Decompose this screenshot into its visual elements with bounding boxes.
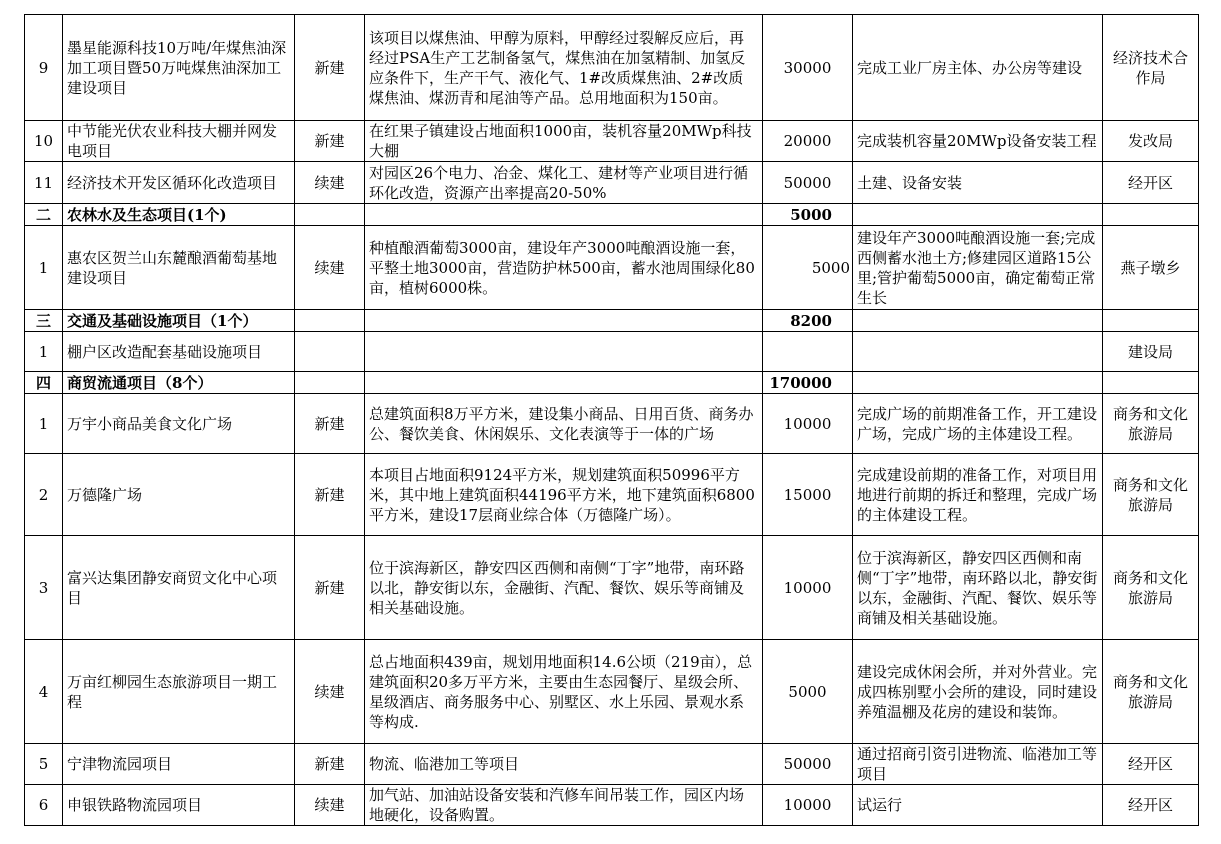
construction-type: 新建 [295, 536, 365, 640]
section-number: 二 [25, 204, 63, 226]
project-content: 本项目占地面积9124平方米，规划建筑面积50996平方米，其中地上建筑面积44196平方米，地下建筑面积6800平方米，建设17层商业综合体（万德隆广场）。 [365, 454, 763, 536]
empty-cell [853, 372, 1103, 394]
project-content: 总建筑面积8万平方米，建设集小商品、日用百货、商务办公、餐饮美食、休闲娱乐、文化表演等于一体的广场 [365, 394, 763, 454]
empty-cell [365, 204, 763, 226]
annual-goal: 建设完成休闲会所，并对外营业。完成四栋别墅小会所的建设，同时建设养殖温棚及花房的建设和装饰。 [853, 640, 1103, 744]
responsible-dept: 经开区 [1103, 744, 1199, 785]
annual-goal: 建设年产3000吨酿酒设施一套;完成西侧蓄水池土方;修建园区道路15公里;管护葡萄5000亩，确定葡萄正常生长 [853, 226, 1103, 310]
row-number: 11 [25, 162, 63, 204]
annual-goal: 位于滨海新区，静安四区西侧和南侧“丁字”地带，南环路以北，静安街以东，金融街、汽配、餐饮、娱乐等商铺及相关基础设施。 [853, 536, 1103, 640]
construction-type: 续建 [295, 162, 365, 204]
row-number: 10 [25, 121, 63, 162]
empty-cell [1103, 204, 1199, 226]
section-number: 四 [25, 372, 63, 394]
project-content: 对园区26个电力、冶金、煤化工、建材等产业项目进行循环化改造，资源产出率提高20-50% [365, 162, 763, 204]
construction-type: 续建 [295, 226, 365, 310]
table-row [25, 744, 1199, 785]
responsible-dept: 建设局 [1103, 332, 1199, 372]
project-name: 申银铁路物流园项目 [63, 785, 295, 826]
investment-amount: 30000 [763, 15, 853, 121]
empty-cell [365, 310, 763, 332]
empty-cell [295, 310, 365, 332]
responsible-dept: 燕子墩乡 [1103, 226, 1199, 310]
empty-cell [295, 372, 365, 394]
table-row [25, 121, 1199, 162]
annual-goal: 完成广场的前期准备工作，开工建设广场，完成广场的主体建设工程。 [853, 394, 1103, 454]
table-row [25, 226, 1199, 310]
construction-type: 新建 [295, 15, 365, 121]
section-title: 交通及基础设施项目（1个） [63, 310, 295, 332]
empty-cell [853, 310, 1103, 332]
construction-type: 新建 [295, 121, 365, 162]
section-row [25, 372, 1199, 394]
responsible-dept: 经济技术合作局 [1103, 15, 1199, 121]
row-number: 1 [25, 332, 63, 372]
project-name: 万宇小商品美食文化广场 [63, 394, 295, 454]
project-name: 经济技术开发区循环化改造项目 [63, 162, 295, 204]
responsible-dept: 商务和文化旅游局 [1103, 394, 1199, 454]
empty-cell [295, 204, 365, 226]
investment-amount: 10000 [763, 394, 853, 454]
table-row [25, 454, 1199, 536]
construction-type [295, 332, 365, 372]
investment-amount: 5000 [763, 640, 853, 744]
project-name: 中节能光伏农业科技大棚并网发电项目 [63, 121, 295, 162]
responsible-dept: 商务和文化旅游局 [1103, 454, 1199, 536]
section-number: 三 [25, 310, 63, 332]
investment-amount: 5000 [763, 226, 853, 310]
empty-cell [853, 204, 1103, 226]
section-title: 商贸流通项目（8个） [63, 372, 295, 394]
table-row [25, 162, 1199, 204]
construction-type: 续建 [295, 785, 365, 826]
responsible-dept: 商务和文化旅游局 [1103, 536, 1199, 640]
section-row [25, 204, 1199, 226]
investment-amount: 10000 [763, 536, 853, 640]
construction-type: 续建 [295, 640, 365, 744]
table-row [25, 15, 1199, 121]
section-title: 农林水及生态项目(1个) [63, 204, 295, 226]
annual-goal: 土建、设备安装 [853, 162, 1103, 204]
row-number: 5 [25, 744, 63, 785]
empty-cell [1103, 372, 1199, 394]
row-number: 9 [25, 15, 63, 121]
empty-cell [1103, 310, 1199, 332]
section-investment: 170000 [763, 372, 853, 394]
project-name: 墨星能源科技10万吨/年煤焦油深加工项目暨50万吨煤焦油深加工建设项目 [63, 15, 295, 121]
project-content: 物流、临港加工等项目 [365, 744, 763, 785]
responsible-dept: 发改局 [1103, 121, 1199, 162]
investment-amount: 15000 [763, 454, 853, 536]
project-name: 万亩红柳园生态旅游项目一期工程 [63, 640, 295, 744]
table-row [25, 332, 1199, 372]
table-row [25, 536, 1199, 640]
annual-goal: 试运行 [853, 785, 1103, 826]
annual-goal: 通过招商引资引进物流、临港加工等项目 [853, 744, 1103, 785]
row-number: 1 [25, 226, 63, 310]
row-number: 1 [25, 394, 63, 454]
investment-amount [763, 332, 853, 372]
project-name: 万德隆广场 [63, 454, 295, 536]
project-content: 加气站、加油站设备安装和汽修车间吊装工作，园区内场地硬化，设备购置。 [365, 785, 763, 826]
table-row [25, 640, 1199, 744]
table-row [25, 394, 1199, 454]
project-table [24, 14, 1199, 826]
row-number: 6 [25, 785, 63, 826]
annual-goal: 完成装机容量20MWp设备安装工程 [853, 121, 1103, 162]
project-content: 总占地面积439亩，规划用地面积14.6公顷（219亩），总建筑面积20多万平方米，主要由生态园餐厅、星级会所、星级酒店、商务服务中心、别墅区、水上乐园、景观水系等构成. [365, 640, 763, 744]
investment-amount: 50000 [763, 162, 853, 204]
annual-goal [853, 332, 1103, 372]
row-number: 4 [25, 640, 63, 744]
construction-type: 新建 [295, 744, 365, 785]
project-name: 棚户区改造配套基础设施项目 [63, 332, 295, 372]
investment-amount: 10000 [763, 785, 853, 826]
annual-goal: 完成工业厂房主体、办公房等建设 [853, 15, 1103, 121]
project-name: 富兴达集团静安商贸文化中心项目 [63, 536, 295, 640]
project-name: 宁津物流园项目 [63, 744, 295, 785]
project-content: 在红果子镇建设占地面积1000亩，装机容量20MWp科技大棚 [365, 121, 763, 162]
construction-type: 新建 [295, 394, 365, 454]
responsible-dept: 商务和文化旅游局 [1103, 640, 1199, 744]
construction-type: 新建 [295, 454, 365, 536]
table-row [25, 785, 1199, 826]
project-content: 位于滨海新区，静安四区西侧和南侧“丁字”地带，南环路以北，静安街以东，金融街、汽配、餐饮、娱乐等商铺及相关基础设施。 [365, 536, 763, 640]
investment-amount: 50000 [763, 744, 853, 785]
empty-cell [365, 372, 763, 394]
responsible-dept: 经开区 [1103, 162, 1199, 204]
section-investment: 8200 [763, 310, 853, 332]
project-name: 惠农区贺兰山东麓酿酒葡萄基地建设项目 [63, 226, 295, 310]
row-number: 3 [25, 536, 63, 640]
annual-goal: 完成建设前期的准备工作，对项目用地进行前期的拆迁和整理，完成广场的主体建设工程。 [853, 454, 1103, 536]
responsible-dept: 经开区 [1103, 785, 1199, 826]
project-content [365, 332, 763, 372]
row-number: 2 [25, 454, 63, 536]
section-investment: 5000 [763, 204, 853, 226]
project-content: 该项目以煤焦油、甲醇为原料，甲醇经过裂解反应后，再经过PSA生产工艺制备氢气，煤焦油在加氢精制、加氢反应条件下，生产干气、液化气、1#改质煤焦油、2#改质煤焦油、煤沥青和尾油等产品。总用地面积为150亩。 [365, 15, 763, 121]
section-row [25, 310, 1199, 332]
project-content: 种植酿酒葡萄3000亩，建设年产3000吨酿酒设施一套，平整土地3000亩，营造防护林500亩，蓄水池周围绿化80亩，植树6000株。 [365, 226, 763, 310]
investment-amount: 20000 [763, 121, 853, 162]
